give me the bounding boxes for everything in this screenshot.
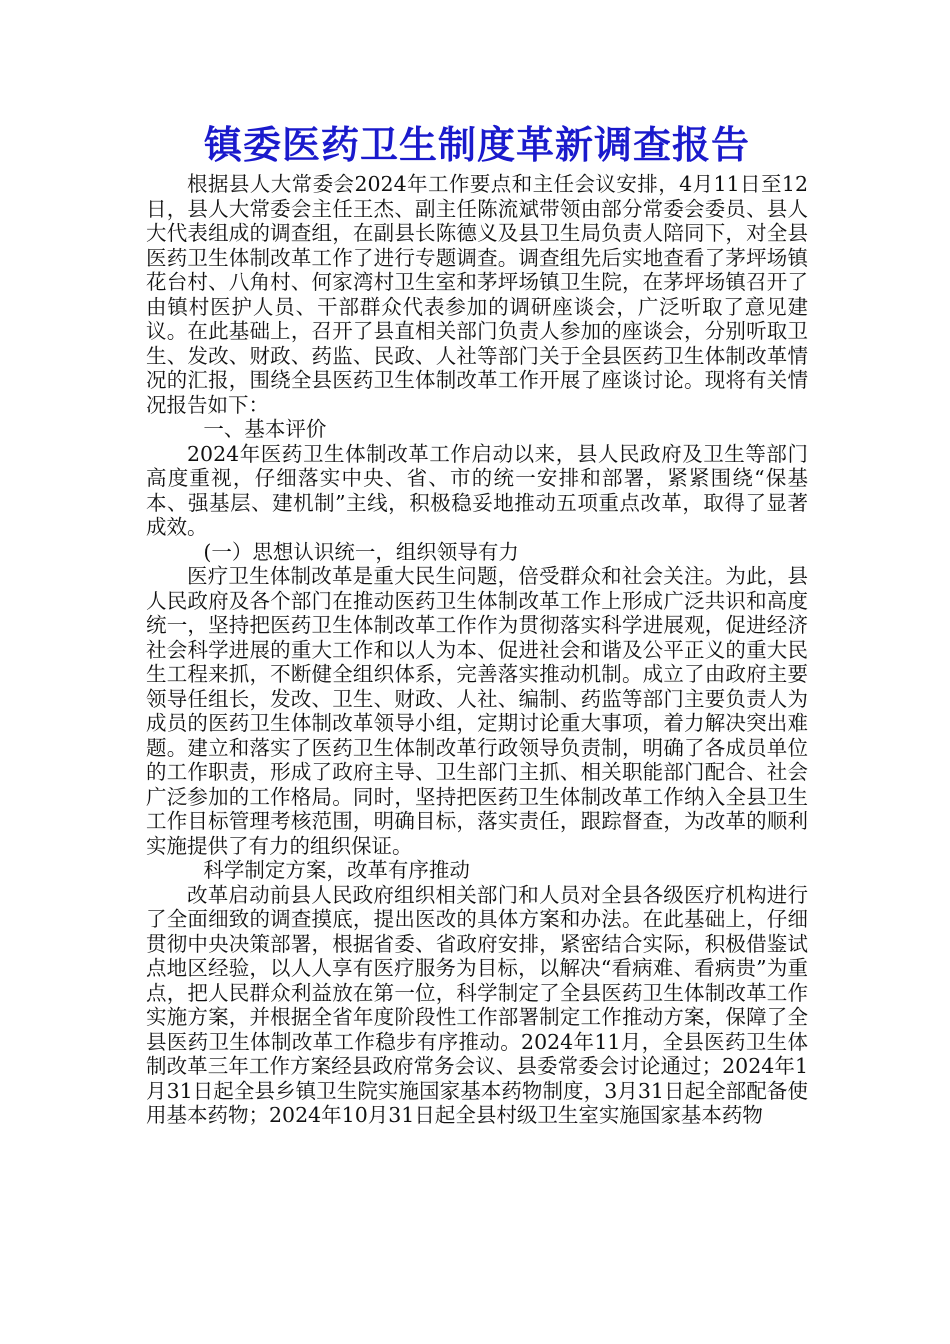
subsection-heading-planning: 科学制定方案，改革有序推动 [203,858,470,882]
section-heading-basic-evaluation: 一、基本评价 [203,417,327,441]
intro-paragraph: 根据县人大常委会2024年工作要点和主任会议安排，4月11日至12日，县人大常委会主任王杰、副主任陈流斌带领由部分常委会委员、县人大代表组成的调查组，在副县长陈德义及县卫生局负责人陪同下，对全县医药卫生体制改革工作了进行专题调查。调查组先后实地查看了茅坪场镇花台村、八角村、何家湾村卫生室和茅坪场镇卫生院，在茅坪场镇召开了由镇村医护人员、干部群众代表参加的调研座谈会，广泛听取了意见建议。在此基础上，召开了县直相关部门负责人参加的座谈会，分别听取卫生、发改、财政、药监、民政、人社等部门关于全县医药卫生体制改革情况的汇报，围绕全县医药卫生体制改革工作开展了座谈讨论。现将有关情况报告如下： [146,172,808,417]
leadership-paragraph: 医疗卫生体制改革是重大民生问题，倍受群众和社会关注。为此，县人民政府及各个部门在推动医药卫生体制改革工作上形成广泛共识和高度统一，坚持把医药卫生体制改革工作作为贯彻落实科学进展观，促进经济社会科学进展的重大工作和以人为本、促进社会和谐及公平正义的重大民生工程来抓，不断健全组织体系，完善落实推动机制。成立了由政府主要领导任组长，发改、卫生、财政、人社、编制、药监等部门主要负责人为成员的医药卫生体制改革领导小组，定期讨论重大事项，着力解决突出难题。建立和落实了医药卫生体制改革行政领导负责制，明确了各成员单位的工作职责，形成了政府主导、卫生部门主抓、相关职能部门配合、社会广泛参加的工作格局。同时，坚持把医药卫生体制改革工作纳入全县卫生工作目标管理考核范围，明确目标，落实责任，跟踪督查，为改革的顺利实施提供了有力的组织保证。 [146,564,808,858]
planning-paragraph: 改革启动前县人民政府组织相关部门和人员对全县各级医疗机构进行了全面细致的调查摸底，提出医改的具体方案和办法。在此基础上，仔细贯彻中央决策部署，根据省委、省政府安排，紧密结合实际，积极借鉴试点地区经验，以人人享有医疗服务为目标，以解决“看病难、看病贵”为重点，把人民群众利益放在第一位，科学制定了全县医药卫生体制改革工作实施方案，并根据全省年度阶段性工作部署制定工作推动方案，保障了全县医药卫生体制改革工作稳步有序推动。2024年11月，全县医药卫生体制改革三年工作方案经县政府常务会议、县委常委会讨论通过；2024年1月31日起全县乡镇卫生院实施国家基本药物制度，3月31日起全部配备使用基本药物；2024年10月31日起全县村级卫生室实施国家基本药物 [146,882,808,1127]
document-page [146,118,808,1128]
evaluation-paragraph: 2024年医药卫生体制改革工作启动以来，县人民政府及卫生等部门高度重视，仔细落实中央、省、市的统一安排和部署，紧紧围绕“保基本、强基层、建机制”主线，积极稳妥地推动五项重点改革，取得了显著成效。 [146,441,808,539]
subsection-heading-leadership: (一）思想认识统一，组织领导有力 [203,539,519,564]
document-title: 镇委医药卫生制度革新调查报告 [203,123,750,167]
